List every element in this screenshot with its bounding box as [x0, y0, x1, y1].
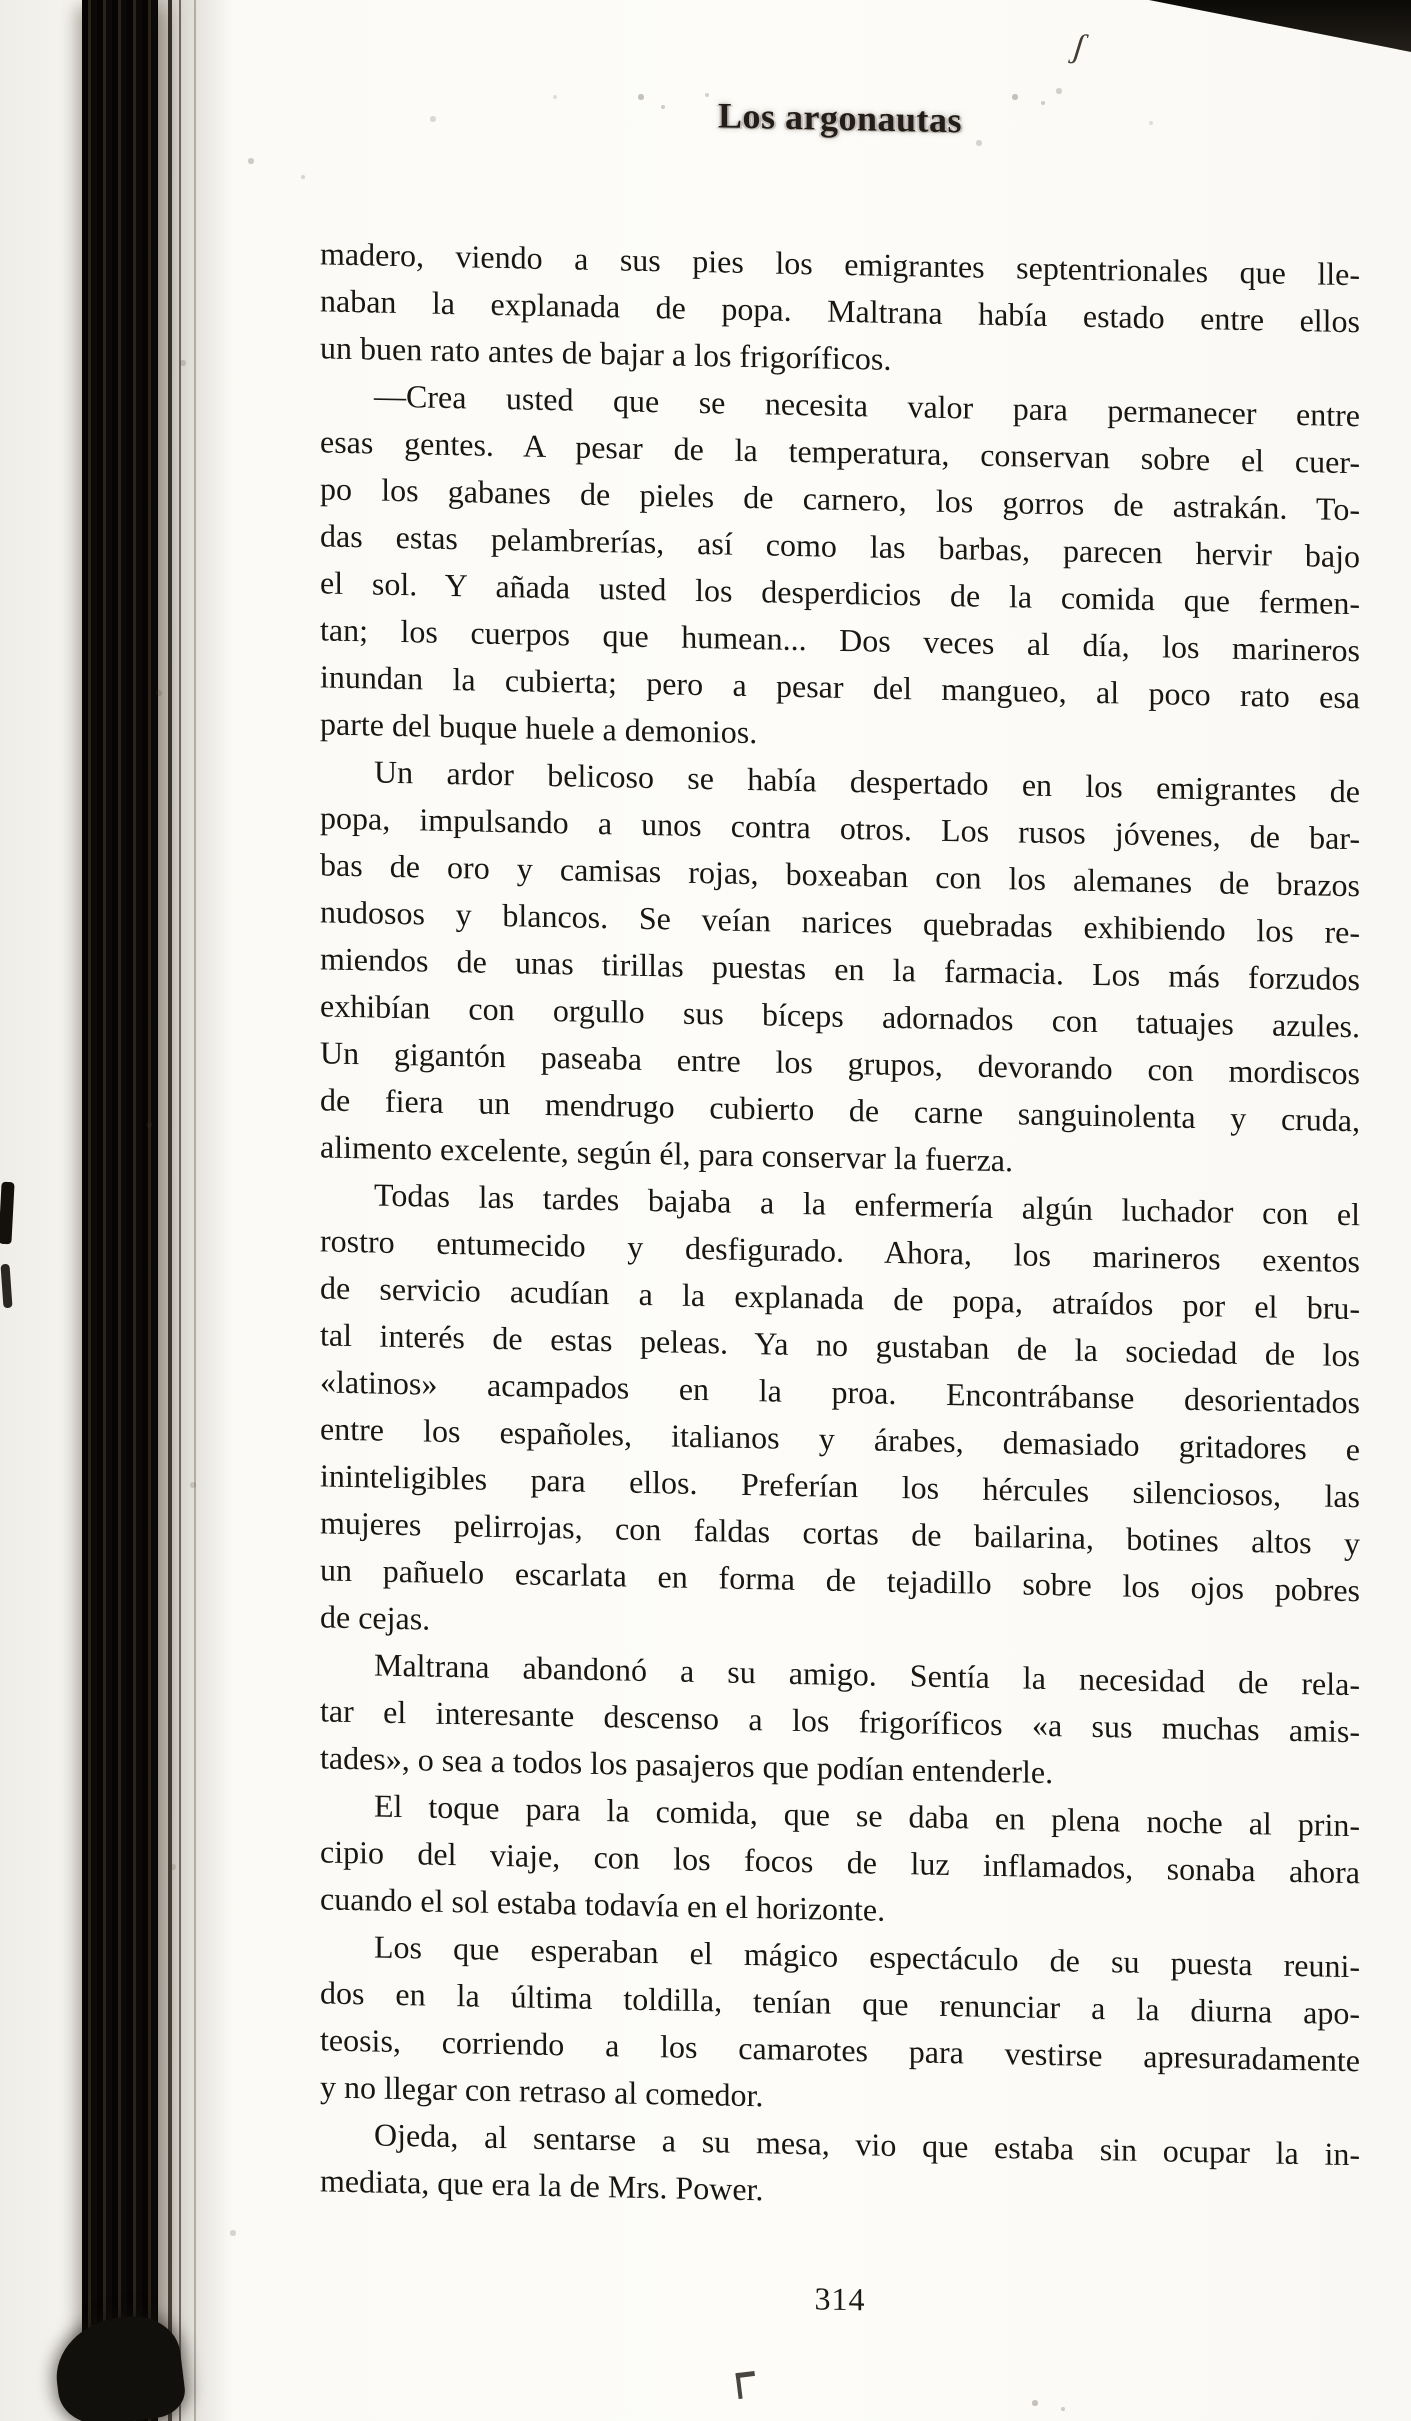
text-line: tan; los cuerpos que humean... Dos veces al día, los marineros [320, 611, 1360, 669]
text-line: un pañuelo escarlata en forma de tejadillo sobre los ojos pobres [320, 1551, 1360, 1609]
text-line: mujeres pelirrojas, con faldas cortas de bailarina, botines altos y [320, 1504, 1360, 1562]
text-line: Ojeda, al sentarse a su mesa, vio que estaba sin ocupar la in- [374, 2116, 1360, 2173]
text-line: el sol. Y añada usted los desperdicios de la comida que fermen- [320, 564, 1360, 622]
page-number: 314 [814, 2280, 866, 2318]
text-line: exhibían con orgullo sus bíceps adornados con tatuajes azules. [320, 987, 1360, 1045]
text-line: Los que esperaban el mágico espectáculo de su puesta reuni- [374, 1928, 1360, 1985]
text-line: entre los españoles, italianos y árabes, demasiado gritadores e [320, 1410, 1360, 1468]
text-line: cipio del viaje, con los focos de luz inflamados, sonaba ahora [320, 1833, 1360, 1891]
text-line: parte del buque huele a demonios. [320, 705, 758, 751]
text-line: de cejas. [320, 1598, 431, 1637]
text-line: Un ardor belicoso se había despertado en los emigrantes de [374, 753, 1360, 810]
text-line: cuando el sol estaba todavía en el horizonte. [320, 1880, 886, 1928]
text-block [320, 230, 1360, 2225]
text-line: un buen rato antes de bajar a los frigoríficos. [320, 329, 892, 377]
text-line: dos en la última toldilla, tenían que renunciar a la diurna apo- [320, 1974, 1360, 2032]
text-line: popa, impulsando a unos contra otros. Los rusos jóvenes, de bar- [320, 799, 1360, 857]
text-line: nudosos y blancos. Se veían narices quebradas exhibiendo los re- [320, 893, 1360, 951]
text-line: y no llegar con retraso al comedor. [320, 2068, 764, 2114]
text-line: Un gigantón paseaba entre los grupos, devorando con mordiscos [320, 1034, 1360, 1092]
text-line: El toque para la comida, que se daba en plena noche al prin- [374, 1787, 1360, 1844]
text-line: de servicio acudían a la explanada de popa, atraídos por el bru- [320, 1269, 1360, 1327]
text-line: ininteligibles para ellos. Preferían los hércules silenciosos, las [320, 1457, 1360, 1515]
running-header: Los argonautas [717, 95, 963, 141]
text-line: —Crea usted que se necesita valor para permanecer entre [374, 377, 1360, 434]
text-line: Todas las tardes bajaba a la enfermería algún luchador con el [374, 1176, 1360, 1233]
stray-ink-mark: ʃ [1071, 27, 1087, 66]
text-line: inundan la cubierta; pero a pesar del mangueo, al poco rato esa [320, 658, 1360, 716]
text-line: tades», o sea a todos los pasajeros que podían entenderle. [320, 1739, 1054, 1791]
text-line: Maltrana abandonó a su amigo. Sentía la necesidad de rela- [374, 1646, 1360, 1703]
text-line: das estas pelambrerías, así como las barbas, parecen hervir bajo [320, 517, 1360, 575]
text-line: esas gentes. A pesar de la temperatura, conservan sobre el cuer- [320, 423, 1360, 481]
text-line: naban la explanada de popa. Maltrana había estado entre ellos [320, 282, 1360, 340]
text-line: teosis, corriendo a los camarotes para vestirse apresuradamente [320, 2021, 1360, 2079]
text-line: po los gabanes de pieles de carnero, los gorros de astrakán. To- [320, 470, 1360, 528]
text-line: mediata, que era la de Mrs. Power. [320, 2162, 764, 2208]
text-line: tar el interesante descenso a los frigoríficos «a sus muchas amis- [320, 1692, 1360, 1750]
text-line: de fiera un mendrugo cubierto de carne sanguinolenta y cruda, [320, 1081, 1360, 1139]
text-line: bas de oro y camisas rojas, boxeaban con los alemanes de brazos [320, 846, 1360, 904]
text-line: miendos de unas tirillas puestas en la farmacia. Los más forzudos [320, 940, 1360, 998]
text-line: tal interés de estas peleas. Ya no gustaban de la sociedad de los [320, 1316, 1360, 1374]
text-line: madero, viendo a sus pies los emigrantes septentrionales que lle- [320, 235, 1360, 293]
text-line: rostro entumecido y desfigurado. Ahora, los marineros exentos [320, 1222, 1360, 1280]
text-line: «latinos» acampados en la proa. Encontrábanse desorientados [320, 1363, 1360, 1421]
text-line: alimento excelente, según él, para conservar la fuerza. [320, 1128, 1013, 1179]
